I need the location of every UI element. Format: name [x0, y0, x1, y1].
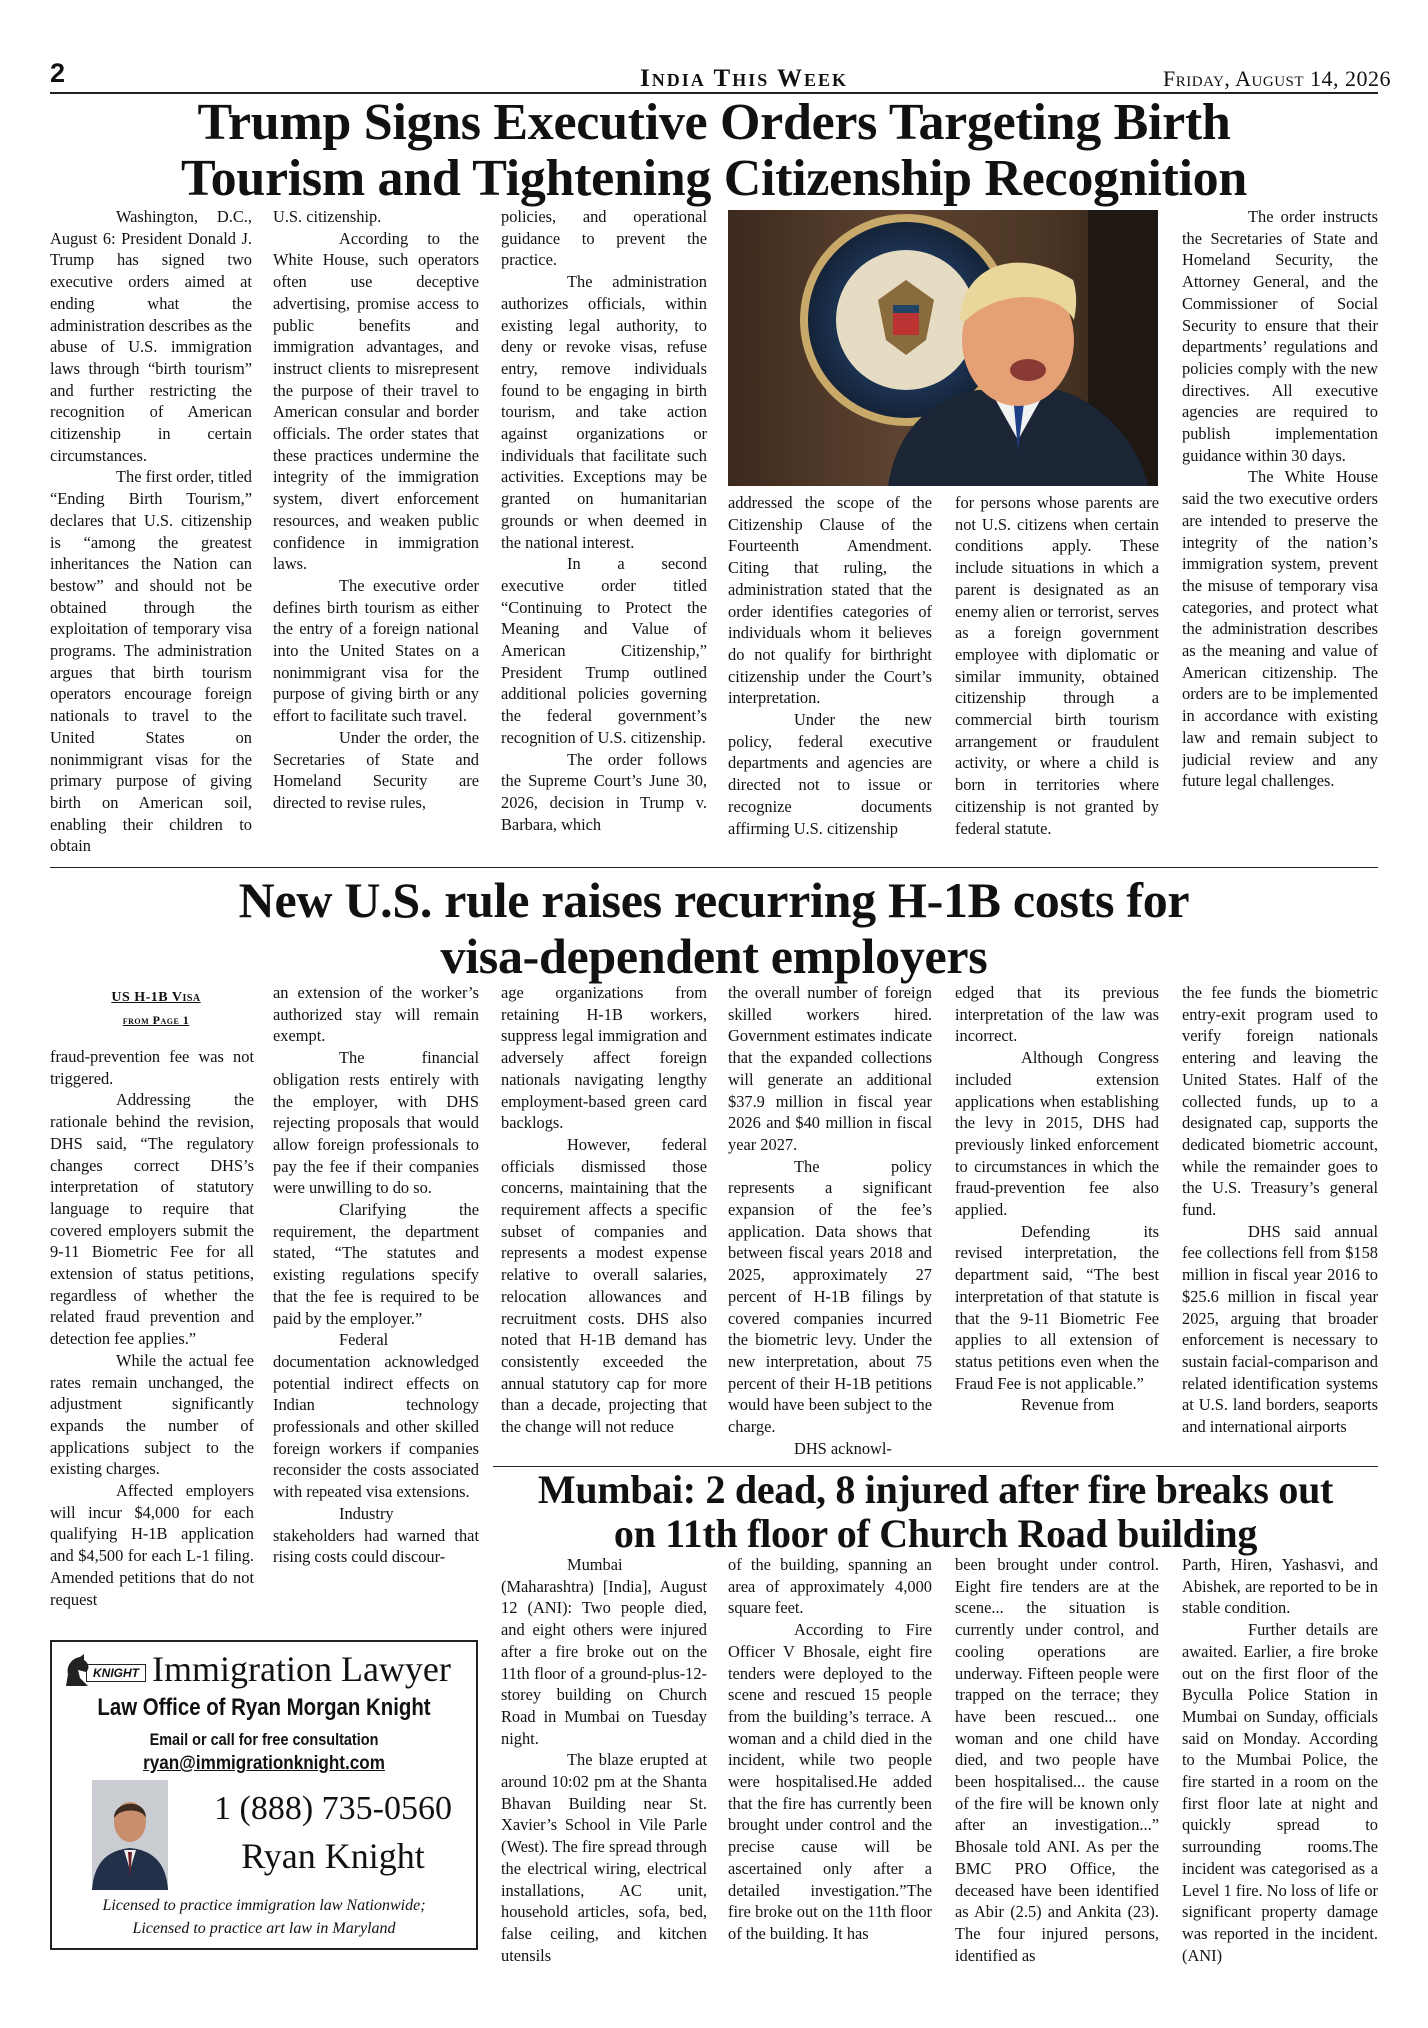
paragraph: According to the White House, such operators often use deceptive advertising, promise access to public benefits and immigration advantages, and instruct clients to misrepresent the purpose of their travel to American consular and border officials. The order states that these practices undermine the integrity of the immigration system, divert enforcement resources, and weaken public confidence in immigration laws. — [273, 228, 479, 574]
paragraph: the fee funds the biometric entry-exit program used to verify foreign nationals entering and leaving the United States. Half of the collected funds, up to a designated cap, supports the dedicated biometric account, while the remainder goes to the U.S. Treasury’s general fund. — [1182, 983, 1378, 1220]
ad-firm-name: Law Office of Ryan Morgan Knight — [97, 1694, 431, 1721]
paragraph: U.S. citizenship. — [273, 207, 382, 226]
article2-column-2 — [273, 982, 479, 1612]
paragraph: the overall number of foreign skilled workers hired. Government estimates indicate that the expanded collections will generate an additional $37.9 million in fiscal year 2026 and $40 million in fiscal year 2027. — [728, 983, 932, 1154]
paragraph: Washington, D.C., August 6: President Donald J. Trump has signed two executive orders aimed at ending what the administration describes as the abuse of U.S. immigration laws through “birth tourism” and further restricting the recognition of American citizenship in certain circumstances. — [50, 207, 252, 465]
kicker-title: US H-1B Visa — [111, 990, 201, 1005]
article2-column-4 — [728, 982, 932, 1460]
paragraph: Addressing the rationale behind the revision, DHS said, “The regulatory changes correct DHS’s interpretation of statutory language to require that covered employers submit the 9-11 Biometric Fee for all extension of status petitions, regardless of whether the related fraud prevention and detection fee applies.” — [50, 1090, 254, 1349]
article3-column-4 — [1182, 1554, 1378, 2004]
ad-license-line-2: Licensed to practice art law in Maryland — [132, 1920, 396, 1937]
paragraph: DHS acknowl- — [794, 1438, 892, 1458]
paragraph: While the actual fee rates remain unchanged, the adjustment significantly expands the number of applications subject to the existing charges. — [50, 1350, 254, 1479]
ad-title: Immigration Lawyer — [152, 1649, 451, 1689]
kicker-from-page: from Page 1 — [122, 1013, 190, 1027]
paragraph: age organizations from retaining H-1B workers, suppress legal immigration and adversely affect foreign nationals navigating lengthy employment-based green card backlogs. — [501, 983, 707, 1133]
logo-wordmark: KNIGHT — [86, 1664, 146, 1682]
knight-logo — [62, 1654, 148, 1688]
article1-headline: Trump Signs Executive Orders Targeting Birth Tourism and Tightening Citizenship Recognition — [181, 94, 1247, 207]
paragraph: Industry stakeholders had warned that rising costs could discour- — [273, 1503, 479, 1567]
ad-license-line-1: Licensed to practice immigration law Nationwide; — [102, 1897, 426, 1914]
paragraph: Parth, Hiren, Yashasvi, and Abishek, are reported to be in stable condition. — [1182, 1555, 1378, 1618]
paragraph: The blaze erupted at around 10:02 pm at the Shanta Bhavan Building near St. Xavier’s School in Vile Parle (West). The fire spread through the electrical wiring, electrical installations, AC unit, household articles, sofa, bed, false ceiling, and kitchen utensils — [501, 1750, 707, 1965]
paragraph: addressed the scope of the Citizenship Clause of the Fourteenth Amendment. Citing that ruling, the administration stated that the order identifies categories of individuals whom it believes do not qualify for birthright citizenship under the Court’s interpretation. — [728, 493, 932, 708]
paragraph: an extension of the worker’s authorized stay will remain exempt. — [273, 983, 479, 1046]
paragraph: The executive order defines birth tourism as either the entry of a foreign national into the United States on a nonimmigrant visa for the purpose of giving birth or any effort to facilitate such travel. — [273, 575, 479, 726]
article2-column-3 — [501, 982, 707, 1460]
paragraph: for persons whose parents are not U.S. citizens when certain conditions apply. These include situations in which a parent is designated as an enemy alien or terrorist, serves as a foreign government employee with diplomatic or similar immunity, obtained citizenship through a commercial birth tourism arrangement or fraudulent activity, or where a child is born in territories where citizenship is not granted by federal statute. — [955, 493, 1159, 838]
paragraph: The White House said the two executive orders are intended to preserve the integrity of the nation’s immigration system, prevent the misuse of temporary visa categories, and protect what the administration describes as the meaning and value of American citizenship. The orders are to be implemented in accordance with existing law and remain subject to judicial review and any future legal challenges. — [1182, 467, 1378, 791]
news-photo-trump — [728, 210, 1158, 486]
article1-column-5 — [955, 492, 1159, 862]
article1-column-4 — [728, 492, 932, 862]
jump-kicker[interactable] — [50, 987, 262, 1031]
paragraph: edged that its previous interpretation of the law was incorrect. — [955, 983, 1159, 1046]
presidential-seal-photo-illustration — [728, 210, 1158, 486]
paragraph: Federal documentation acknowledged potential indirect effects on Indian technology professionals and other skilled foreign workers if companies reconsider the costs associated with repeated visa extensions. — [273, 1330, 479, 1502]
article3-headline: Mumbai: 2 dead, 8 injured after fire breaks out on 11th floor of Church Road building — [537, 1467, 1334, 1556]
article1-column-1 — [50, 206, 252, 862]
paragraph: The administration authorizes officials, within existing legal authority, to deny or revoke visas, refuse entry, remove individuals found to be engaging in birth tourism, and take action against organizations or individuals that facilitate such activities. Exceptions may be granted on humanitarian grounds or when deemed in the national interest. — [501, 272, 707, 552]
paragraph: However, federal officials dismissed those concerns, maintaining that the requirement affects a specific subset of companies and represents a modest expense relative to overall salaries, relocation allowances and recruitment costs. DHS also noted that H-1B demand has consistently exceeded the annual statutory cap for more than a decade, projecting that the change will not reduce — [501, 1134, 707, 1437]
paragraph: The order follows the Supreme Court’s June 30, 2026, decision in Trump v. Barbara, which — [501, 749, 707, 834]
paragraph: of the building, spanning an area of approximately 4,000 square feet. — [728, 1555, 932, 1618]
paragraph: Revenue from — [1021, 1395, 1115, 1415]
lawyer-advertisement[interactable] — [50, 1640, 478, 1950]
paragraph: Affected employers will incur $4,000 for each qualifying H-1B application and $4,500 for each L-1 filing. Amended petitions that do not request — [50, 1481, 254, 1609]
paragraph: According to Fire Officer V Bhosale, eight fire tenders were deployed to the scene and rescued 15 people from the building’s terrace. A woman and a child died in the incident, while two people were hospitalised.He added that the fire has currently been brought under control and the precise cause will be ascertained only after a detailed investigation.”The fire broke out on the 11th floor of the building. It has — [728, 1620, 932, 1943]
paragraph: In a second executive order titled “Continuing to Protect the Meaning and Value of American Citizenship,” President Trump outlined additional policies governing the federal government’s recognition of U.S. citizenship. — [501, 554, 707, 747]
paragraph: policies, and operational guidance to prevent the practice. — [501, 207, 707, 270]
paragraph: The first order, titled “Ending Birth Tourism,” declares that U.S. citizenship is “among the greatest inheritances the Nation can bestow” and should not be obtained through the exploitation of temporary visa programs. The administration argues that birth tourism operators encourage foreign nationals to travel to the United States on nonimmigrant visas for the primary purpose of giving birth on American soil, enabling their children to obtain — [50, 467, 252, 856]
paragraph: Clarifying the requirement, the department stated, “The statutes and existing regulations specify that the fee is required to be paid by the employer.” — [273, 1200, 479, 1328]
page-number: 2 — [50, 58, 66, 88]
paragraph: The financial obligation rests entirely with the employer, with DHS rejecting proposals that would allow foreign professionals to pay the fee if their companies were unwilling to do so. — [273, 1048, 479, 1198]
article3-column-2 — [728, 1554, 932, 2004]
article1-column-6 — [1182, 206, 1378, 862]
paragraph: Defending its revised interpretation, the department said, “The best interpretation of that statute is that the 9-11 Biometric Fee applies to all extension of status petitions even when the Fraud Fee is not applicable.” — [955, 1221, 1159, 1393]
ad-contact-line: Email or call for free consultation — [149, 1730, 379, 1749]
article3-column-3 — [955, 1554, 1159, 2004]
article2-column-6 — [1182, 982, 1378, 1460]
article3-column-1 — [501, 1554, 707, 2004]
person-portrait-icon — [92, 1780, 168, 1890]
paragraph: been brought under control. Eight fire tenders are at the scene... the situation is currently under control, and cooling operations are underway. Fifteen people were trapped on the terrace; they have been rescued... one woman and one child have died, and two people have been hospitalised... the cause of the fire will be known only after an investigation...” Bhosale told ANI. As per the BMC PRO Office, the deceased have been identified as Abir (2.5) and Ankita (23). The four injured persons, identified as — [955, 1555, 1159, 1965]
article2-column-5 — [955, 982, 1159, 1460]
ad-lawyer-name: Ryan Knight — [241, 1836, 425, 1876]
issue-date: Friday, August 14, 2026 — [1163, 66, 1392, 91]
lawyer-portrait — [92, 1780, 168, 1890]
article2-headline: New U.S. rule raises recurring H-1B costs for visa-dependent employers — [238, 872, 1190, 984]
paragraph: Further details are awaited. Earlier, a fire broke out on the first floor of the Byculla Police Station in Mumbai on Sunday, officials said on Monday. According to the Mumbai Police, the fire started in a room on the first floor late at night and quickly spread to surrounding rooms.The incident was categorised as a Level 1 fire. No loss of life or significant property damage was reported in the incident. (ANI) — [1182, 1620, 1378, 1965]
article-divider — [50, 867, 1378, 868]
paragraph: Mumbai (Maharashtra) [India], August 12 (ANI): Two people died, and eight others were injured after a fire broke out on the 11th floor of a ground-plus-12-storey building on Church Road in Mumbai on Tuesday night. — [501, 1555, 707, 1748]
paragraph: The policy represents a significant expansion of the fee’s application. Data shows that between fiscal years 2018 and 2025, approximately 27 percent of H-1B filings by covered companies incurred the biometric levy. Under the new interpretation, about 75 percent of their H-1B petitions would have been subject to the charge. — [728, 1156, 932, 1437]
article1-column-3 — [501, 206, 707, 862]
article1-column-2 — [273, 206, 479, 862]
paragraph: fraud-prevention fee was not triggered. — [50, 1047, 254, 1088]
article2-column-1 — [50, 1046, 254, 1612]
ad-phone-number[interactable]: 1 (888) 735-0560 — [214, 1790, 452, 1827]
paragraph: Under the new policy, federal executive departments and agencies are directed not to issue or recognize documents affirming U.S. citizenship — [728, 710, 932, 838]
paragraph: The order instructs the Secretaries of State and Homeland Security, the Attorney General, and the Commissioner of Social Security to ensure that their departments’ regulations and policies comply with the new directives. All executive agencies are required to publish implementation guidance within 30 days. — [1182, 207, 1378, 465]
paragraph: Although Congress included extension applications when establishing the levy in 2015, DHS had previously linked enforcement to circumstances in which the fraud-prevention fee also applied. — [955, 1048, 1159, 1220]
masthead: India This Week — [640, 65, 849, 92]
paragraph: Under the order, the Secretaries of State and Homeland Security are directed to revise rules, — [273, 727, 479, 812]
paragraph: DHS said annual fee collections fell from $158 million in fiscal year 2016 to $25.6 million in fiscal year 2025, arguing that broader enforcement is necessary to sustain facial-comparison and related identification systems at U.S. land borders, seaports and international airports — [1182, 1221, 1378, 1437]
ad-email-link[interactable]: ryan@immigrationknight.com — [143, 1753, 385, 1774]
